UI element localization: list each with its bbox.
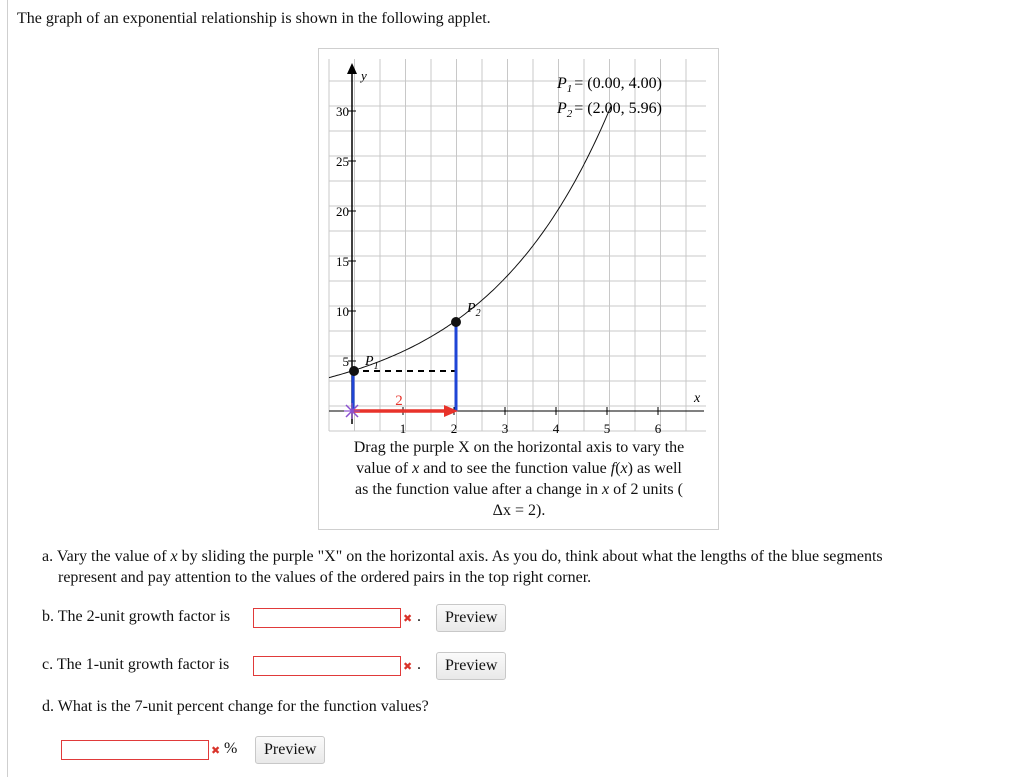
part-b-period: . xyxy=(417,608,421,625)
part-c-period: . xyxy=(417,656,421,673)
preview-button-d[interactable]: Preview xyxy=(255,736,325,764)
x-tick-label: 2 xyxy=(450,421,458,436)
exponential-applet[interactable] xyxy=(318,48,719,530)
growth-factor-2-input[interactable] xyxy=(253,608,401,628)
preview-button-c[interactable]: Preview xyxy=(436,652,506,680)
x-tick-label: 4 xyxy=(552,421,560,436)
preview-button-b[interactable]: Preview xyxy=(436,604,506,632)
y-tick-label: 20 xyxy=(336,204,349,219)
growth-factor-1-input[interactable] xyxy=(253,656,401,676)
percent-sign: % xyxy=(224,740,238,757)
axes xyxy=(329,63,704,424)
caption-line-3: as the function value after a change in x of 2 units ( xyxy=(355,481,683,498)
x-tick-label: 3 xyxy=(501,421,509,436)
y-tick-label: 10 xyxy=(336,304,349,319)
purple-x-marker[interactable] xyxy=(344,403,360,419)
x-axis-label: x xyxy=(694,391,701,406)
caption-line-2: value of x and to see the function value f(x) as well xyxy=(356,460,682,477)
p2-readout: $P_2 = (2.00$, 5.96) xyxy=(557,100,662,120)
x-tick-label: 6 xyxy=(654,421,662,436)
part-d-label: d. What is the 7-unit percent change for the function values? xyxy=(42,698,429,715)
part-b-label: b. The 2-unit growth factor is xyxy=(42,608,231,625)
exponential-curve xyxy=(329,106,611,377)
point-p1 xyxy=(349,366,359,376)
tick-labels xyxy=(336,104,662,436)
percent-change-input[interactable] xyxy=(61,740,209,760)
y-tick-label: 5 xyxy=(342,354,349,369)
caption-line-1: Drag the purple X on the horizontal axis to vary the xyxy=(353,439,685,456)
point-p1-label: $P_1$ xyxy=(365,354,379,372)
intro-text: The graph of an exponential relationship is shown in the following applet. xyxy=(17,10,491,27)
y-axis-label: y xyxy=(361,68,367,83)
point-p2 xyxy=(451,317,461,327)
x-tick-label: 5 xyxy=(603,421,611,436)
point-p2-label: $P_2$ xyxy=(467,301,481,319)
delta-x-label: 2 xyxy=(395,393,403,409)
error-icon: ✖ xyxy=(211,744,221,757)
coordinates-readout xyxy=(556,75,662,120)
part-a-text: a. Vary the value of x by sliding the purple "X" on the horizontal axis. As you do, think about what the lengths of the blue segments represent and pay attention to the values of the ordered pairs in the top right corner. xyxy=(42,548,883,586)
y-axis-arrow-icon xyxy=(347,63,357,74)
error-icon: ✖ xyxy=(403,660,413,673)
p1-readout: $P_1 = (0.00$, 4.00) xyxy=(557,75,662,95)
page-left-border xyxy=(7,0,8,777)
y-tick-label: 30 xyxy=(336,104,349,119)
caption-line-4: Δx = 2). xyxy=(492,502,546,519)
error-icon: ✖ xyxy=(403,612,413,625)
y-tick-label: 15 xyxy=(336,254,349,269)
x-tick-label: 1 xyxy=(399,421,407,436)
y-tick-label: 25 xyxy=(336,154,349,169)
part-c-label: c. The 1-unit growth factor is xyxy=(42,656,230,673)
applet-graph[interactable] xyxy=(319,49,718,439)
applet-caption xyxy=(329,437,709,521)
